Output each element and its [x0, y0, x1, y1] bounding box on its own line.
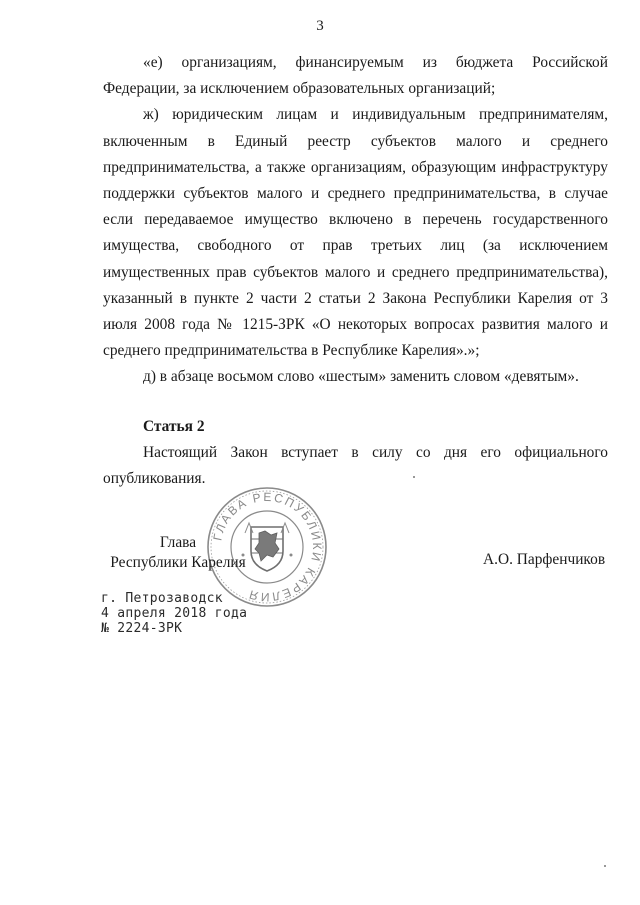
paragraph-e: «е) организациям, финансируемым из бюджета Российской Федерации, за исключением образовательных организаций; [103, 54, 608, 98]
page-number: 3 [316, 18, 324, 34]
law-city: г. Петрозаводск [101, 591, 223, 606]
seal-text-path: ГЛАВА РЕСПУБЛИКИ КАРЕЛИЯ [210, 489, 325, 605]
scan-speck [413, 476, 415, 478]
article-2-heading: Статья 2 [143, 418, 205, 435]
signatory-title [103, 533, 253, 573]
law-number: № 2224-ЗРК [101, 621, 183, 636]
amendment-text [103, 50, 608, 391]
article-2-text: Настоящий Закон вступает в силу со дня его официального опубликования. [103, 444, 608, 488]
paragraph-d: д) в абзаце восьмом слово «шестым» заменить словом «девятым». [143, 368, 579, 386]
scan-speck [604, 865, 606, 867]
signatory-title-line-2: Республики Карелия [110, 554, 246, 571]
article-2-body [103, 440, 608, 492]
law-details-stamp [101, 591, 247, 636]
signatory-name: А.О. Парфенчиков [483, 551, 606, 568]
paragraph-zh: ж) юридическим лицам и индивидуальным предпринимателям, включенным в Единый реестр субъектов малого и среднего предпринимательства, а также организациям, образующим инфраструктуру поддержки субъектов малого и среднего предпринимательства, в случае если передаваемое имущество включено в перечень государственного имущества, свободного от прав третьих лиц (за исключением имущественных прав субъектов малого и среднего предпринимательства), указанный в пункте 2 части 2 статьи 2 Закона Республики Карелия от 3 июля 2008 года № 1215-ЗРК «О некоторых вопросах развития малого и среднего предпринимательства в Республике Карелия».»; [103, 106, 608, 360]
signatory-title-line-1: Глава [159, 534, 197, 551]
law-date: 4 апреля 2018 года [101, 606, 248, 621]
